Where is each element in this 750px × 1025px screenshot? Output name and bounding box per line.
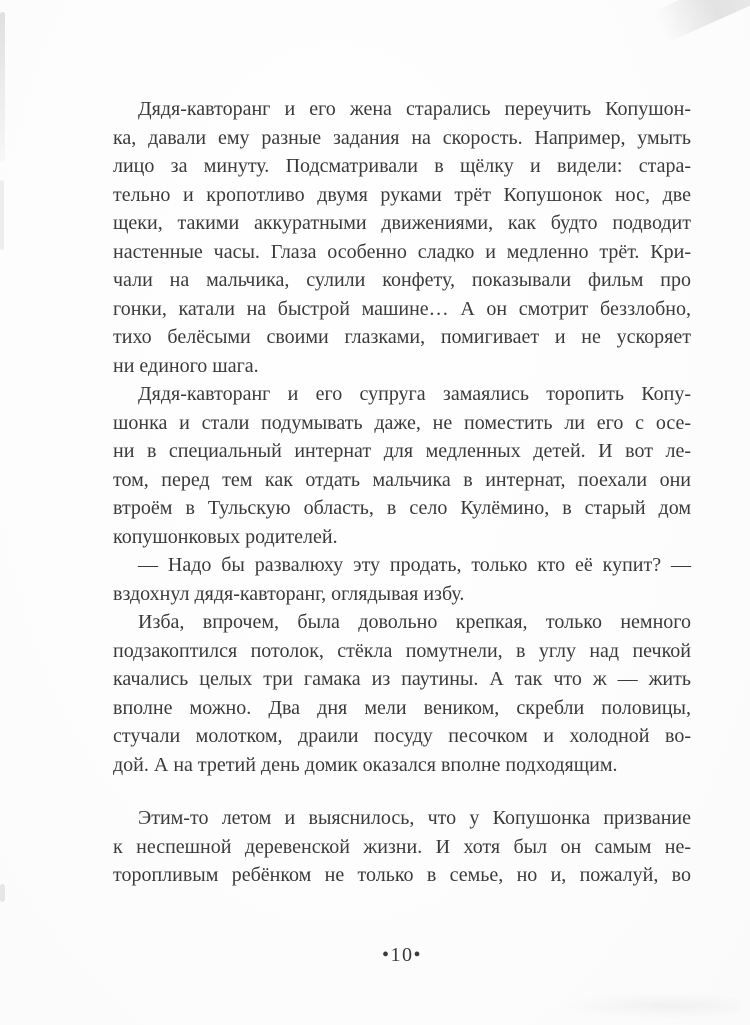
text-line: стучали молотком, драили посуду песочком и холодной во-: [113, 725, 691, 747]
text-line: Дядя-кавторанг и его супруга замаялись торопить Копу-: [138, 383, 691, 405]
text-line: ни в специальный интернат для медленных детей. И вот ле-: [113, 440, 691, 462]
text-line: лицо за минуту. Подсматривали в щёлку и видели: стара-: [113, 155, 691, 177]
scan-artifact-left-blob: [0, 884, 5, 902]
text-line: к неспешной деревенской жизни. И хотя был он самым не-: [113, 835, 691, 858]
text-line: шонка и стали подумывать даже, не поместить ли его с осе-: [113, 411, 691, 434]
text-line: щеки, такими аккуратными движениями, как будто подводит: [113, 212, 691, 234]
page-number: •10•: [381, 944, 422, 966]
text-line: втроём в Тульскую область, в село Кулёмино, в старый дом: [113, 497, 691, 519]
text-line: гонки, катали на быстрой машине… А он смотрит беззлобно,: [113, 297, 691, 320]
text-line: тихо белёсыми своими глазками, помигивает и не ускоряет: [113, 326, 691, 348]
text-line: вполне можно. Два дня мели веником, скребли половицы,: [113, 696, 691, 719]
text-line: Этим-то летом и выяснилось, что у Копушонка призвание: [138, 807, 691, 829]
text-line: Дядя-кавторанг и его жена старались переучить Копушон-: [138, 98, 691, 120]
text-line: — Надо бы развалюху эту продать, только кто её купит? —: [138, 554, 691, 576]
text-line: том, перед тем как отдать мальчика в интернат, поехали они: [113, 468, 691, 491]
paragraph: [113, 95, 691, 380]
paragraph: [113, 551, 691, 608]
paragraph: [113, 608, 691, 779]
scan-artifact-bottom-right: [560, 993, 740, 1019]
text-block: [113, 95, 691, 890]
text-line: ка, давали ему разные задания на скорость. Например, умыть: [113, 126, 691, 149]
scan-artifact-top-right: [653, 0, 750, 43]
text-line: настенные часы. Глаза особенно сладко и медленно трёт. Кри-: [113, 240, 691, 263]
text-line: качались целых три гамака из паутины. А так что ж — жить: [113, 668, 691, 690]
paragraph: [113, 804, 691, 890]
text-line: подзакоптился потолок, стёкла помутнели, в углу над печкой: [113, 639, 691, 662]
text-line: дой. А на третий день домик оказался вполне подходящим.: [113, 753, 618, 776]
text-line: тельно и кропотливо двумя руками трёт Копушонок нос, две: [113, 183, 691, 206]
text-line: чали на мальчика, сулили конфету, показывали фильм про: [113, 269, 691, 291]
text-line: ни единого шага.: [113, 354, 259, 377]
text-line: копушонковых родителей.: [113, 525, 338, 548]
text-line: торопливым ребёнком не только в семье, но и, пожалуй, во: [113, 864, 691, 886]
paragraph: [113, 380, 691, 551]
scan-artifact-left-streak: [0, 180, 4, 250]
text-line: вздохнул дядя-кавторанг, оглядывая избу.: [113, 582, 465, 605]
text-line: Изба, впрочем, была довольно крепкая, только немного: [138, 611, 691, 633]
scan-artifact-left-streak: [0, 12, 5, 162]
